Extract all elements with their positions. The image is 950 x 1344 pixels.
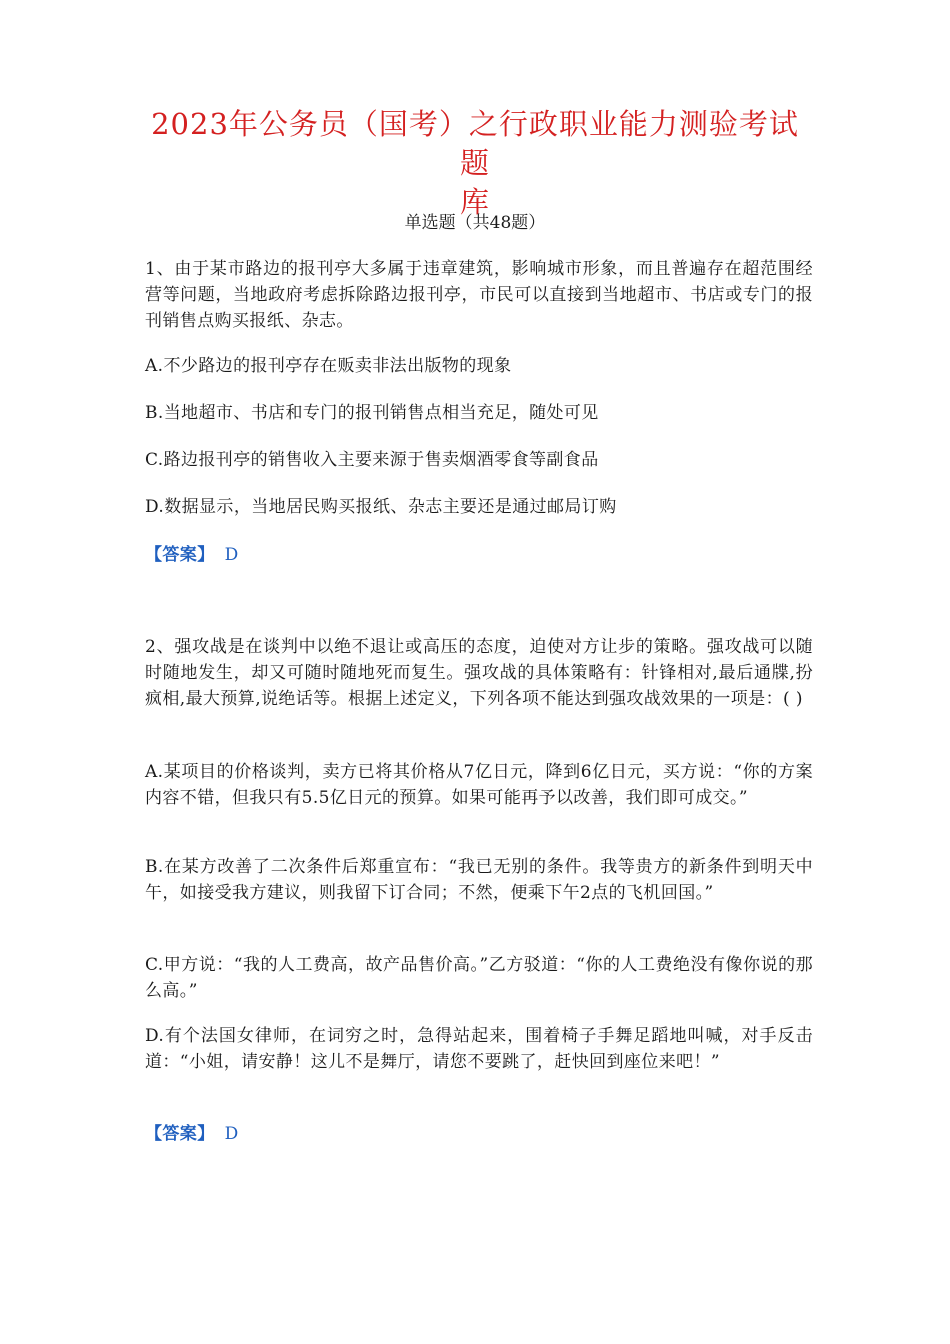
question-2-option-a: A.某项目的价格谈判，卖方已将其价格从7亿日元，降到6亿日元，买方说：“你的方案内容不错，但我只有5.5亿日元的预算。如果可能再予以改善，我们即可成交。”: [145, 762, 813, 808]
question-2-answer: [145, 1121, 813, 1147]
section-heading: 单选题（共48题）: [404, 213, 546, 233]
answer-label: 【答案】: [145, 545, 215, 565]
question-1-stem: 1、由于某市路边的报刊亭大多属于违章建筑，影响城市形象，而且普遍存在超范围经营等问题，当地政府考虑拆除路边报刊亭，市民可以直接到当地超市、书店或专门的报刊销售点购买报纸、杂志。: [145, 259, 813, 331]
question-1-option-d: D.数据显示，当地居民购买报纸、杂志主要还是通过邮局订购: [145, 497, 617, 517]
title-line-1: 2023年公务员（国考）之行政职业能力测验考试题: [151, 107, 799, 180]
title-line-2: 库: [459, 185, 490, 219]
document-title: [140, 105, 810, 222]
question-1-option-b: B.当地超市、书店和专门的报刊销售点相当充足，随处可见: [145, 403, 599, 423]
answer-value: D: [224, 1124, 239, 1144]
question-1-option-c: C.路边报刊亭的销售收入主要来源于售卖烟酒零食等副食品: [145, 450, 599, 470]
question-2-option-c: C.甲方说：“我的人工费高，故产品售价高。”乙方驳道：“你的人工费绝没有像你说的那么高。”: [145, 955, 813, 1001]
question-2-option-b: B.在某方改善了二次条件后郑重宣布：“我已无别的条件。我等贵方的新条件到明天中午，如接受我方建议，则我留下订合同；不然，便乘下午2点的飞机回国。”: [145, 857, 813, 903]
question-1-option-a: A.不少路边的报刊亭存在贩卖非法出版物的现象: [145, 356, 512, 376]
question-2-stem: 2、强攻战是在谈判中以绝不退让或高压的态度，迫使对方让步的策略。强攻战可以随时随地发生，却又可随时随地死而复生。强攻战的具体策略有：针锋相对,最后通牒,扮疯相,最大预算,说绝话等。根据上述定义，下列各项不能达到强攻战效果的一项是：( ): [145, 637, 813, 709]
question-1-answer: [145, 542, 813, 568]
answer-value: D: [224, 545, 239, 565]
question-2-option-d: D.有个法国女律师，在词穷之时，急得站起来，围着椅子手舞足蹈地叫喊，对手反击道：“小姐，请安静！这儿不是舞厅，请您不要跳了，赶快回到座位来吧！”: [145, 1026, 813, 1072]
answer-label: 【答案】: [145, 1124, 215, 1144]
